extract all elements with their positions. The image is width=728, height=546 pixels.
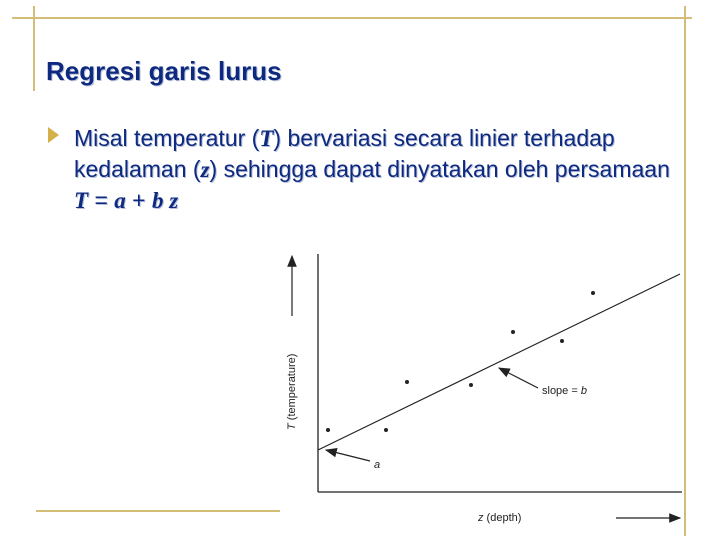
slide-title: Regresi garis lurus: [46, 56, 282, 86]
data-point: [405, 380, 409, 384]
frame-left-line: [33, 6, 35, 91]
data-point: [326, 428, 330, 432]
x-axis-label: z (depth): [478, 512, 522, 524]
bullet-text: [74, 123, 684, 216]
bullet-text-part2: ) bervariasi secara linier terhadap kedalaman (: [74, 125, 615, 182]
equation-T: T: [74, 188, 89, 213]
bullet-text-part3: ) sehingga dapat dinyatakan oleh persamaan: [209, 156, 670, 182]
equation-equals: =: [88, 187, 115, 213]
equation: [74, 187, 178, 213]
bullet-text-part1: Misal temperatur (: [74, 125, 260, 151]
frame-top-line: [12, 17, 692, 19]
bullet-arrow-icon: [48, 127, 59, 143]
slope-label: slope = b: [542, 385, 587, 397]
y-axis-label: T (temperature): [286, 353, 298, 430]
data-point: [384, 428, 388, 432]
equation-b: b: [152, 188, 164, 213]
slope-pointer-arrow-icon: [499, 368, 538, 388]
bullet-var-z: z: [200, 157, 210, 182]
intercept-label: a: [374, 459, 381, 471]
intercept-pointer-arrow-icon: [326, 450, 370, 461]
bullet-item: [44, 123, 684, 216]
bullet-var-T: T: [259, 126, 274, 151]
data-point: [469, 383, 473, 387]
equation-z: z: [163, 188, 179, 213]
data-point: [511, 330, 515, 334]
regression-line: [318, 274, 680, 450]
frame-bottom-line: [36, 510, 280, 512]
data-point: [591, 291, 595, 295]
regression-diagram: [270, 248, 690, 538]
data-point: [560, 339, 564, 343]
equation-a: a: [114, 188, 126, 213]
equation-plus: +: [125, 187, 152, 213]
